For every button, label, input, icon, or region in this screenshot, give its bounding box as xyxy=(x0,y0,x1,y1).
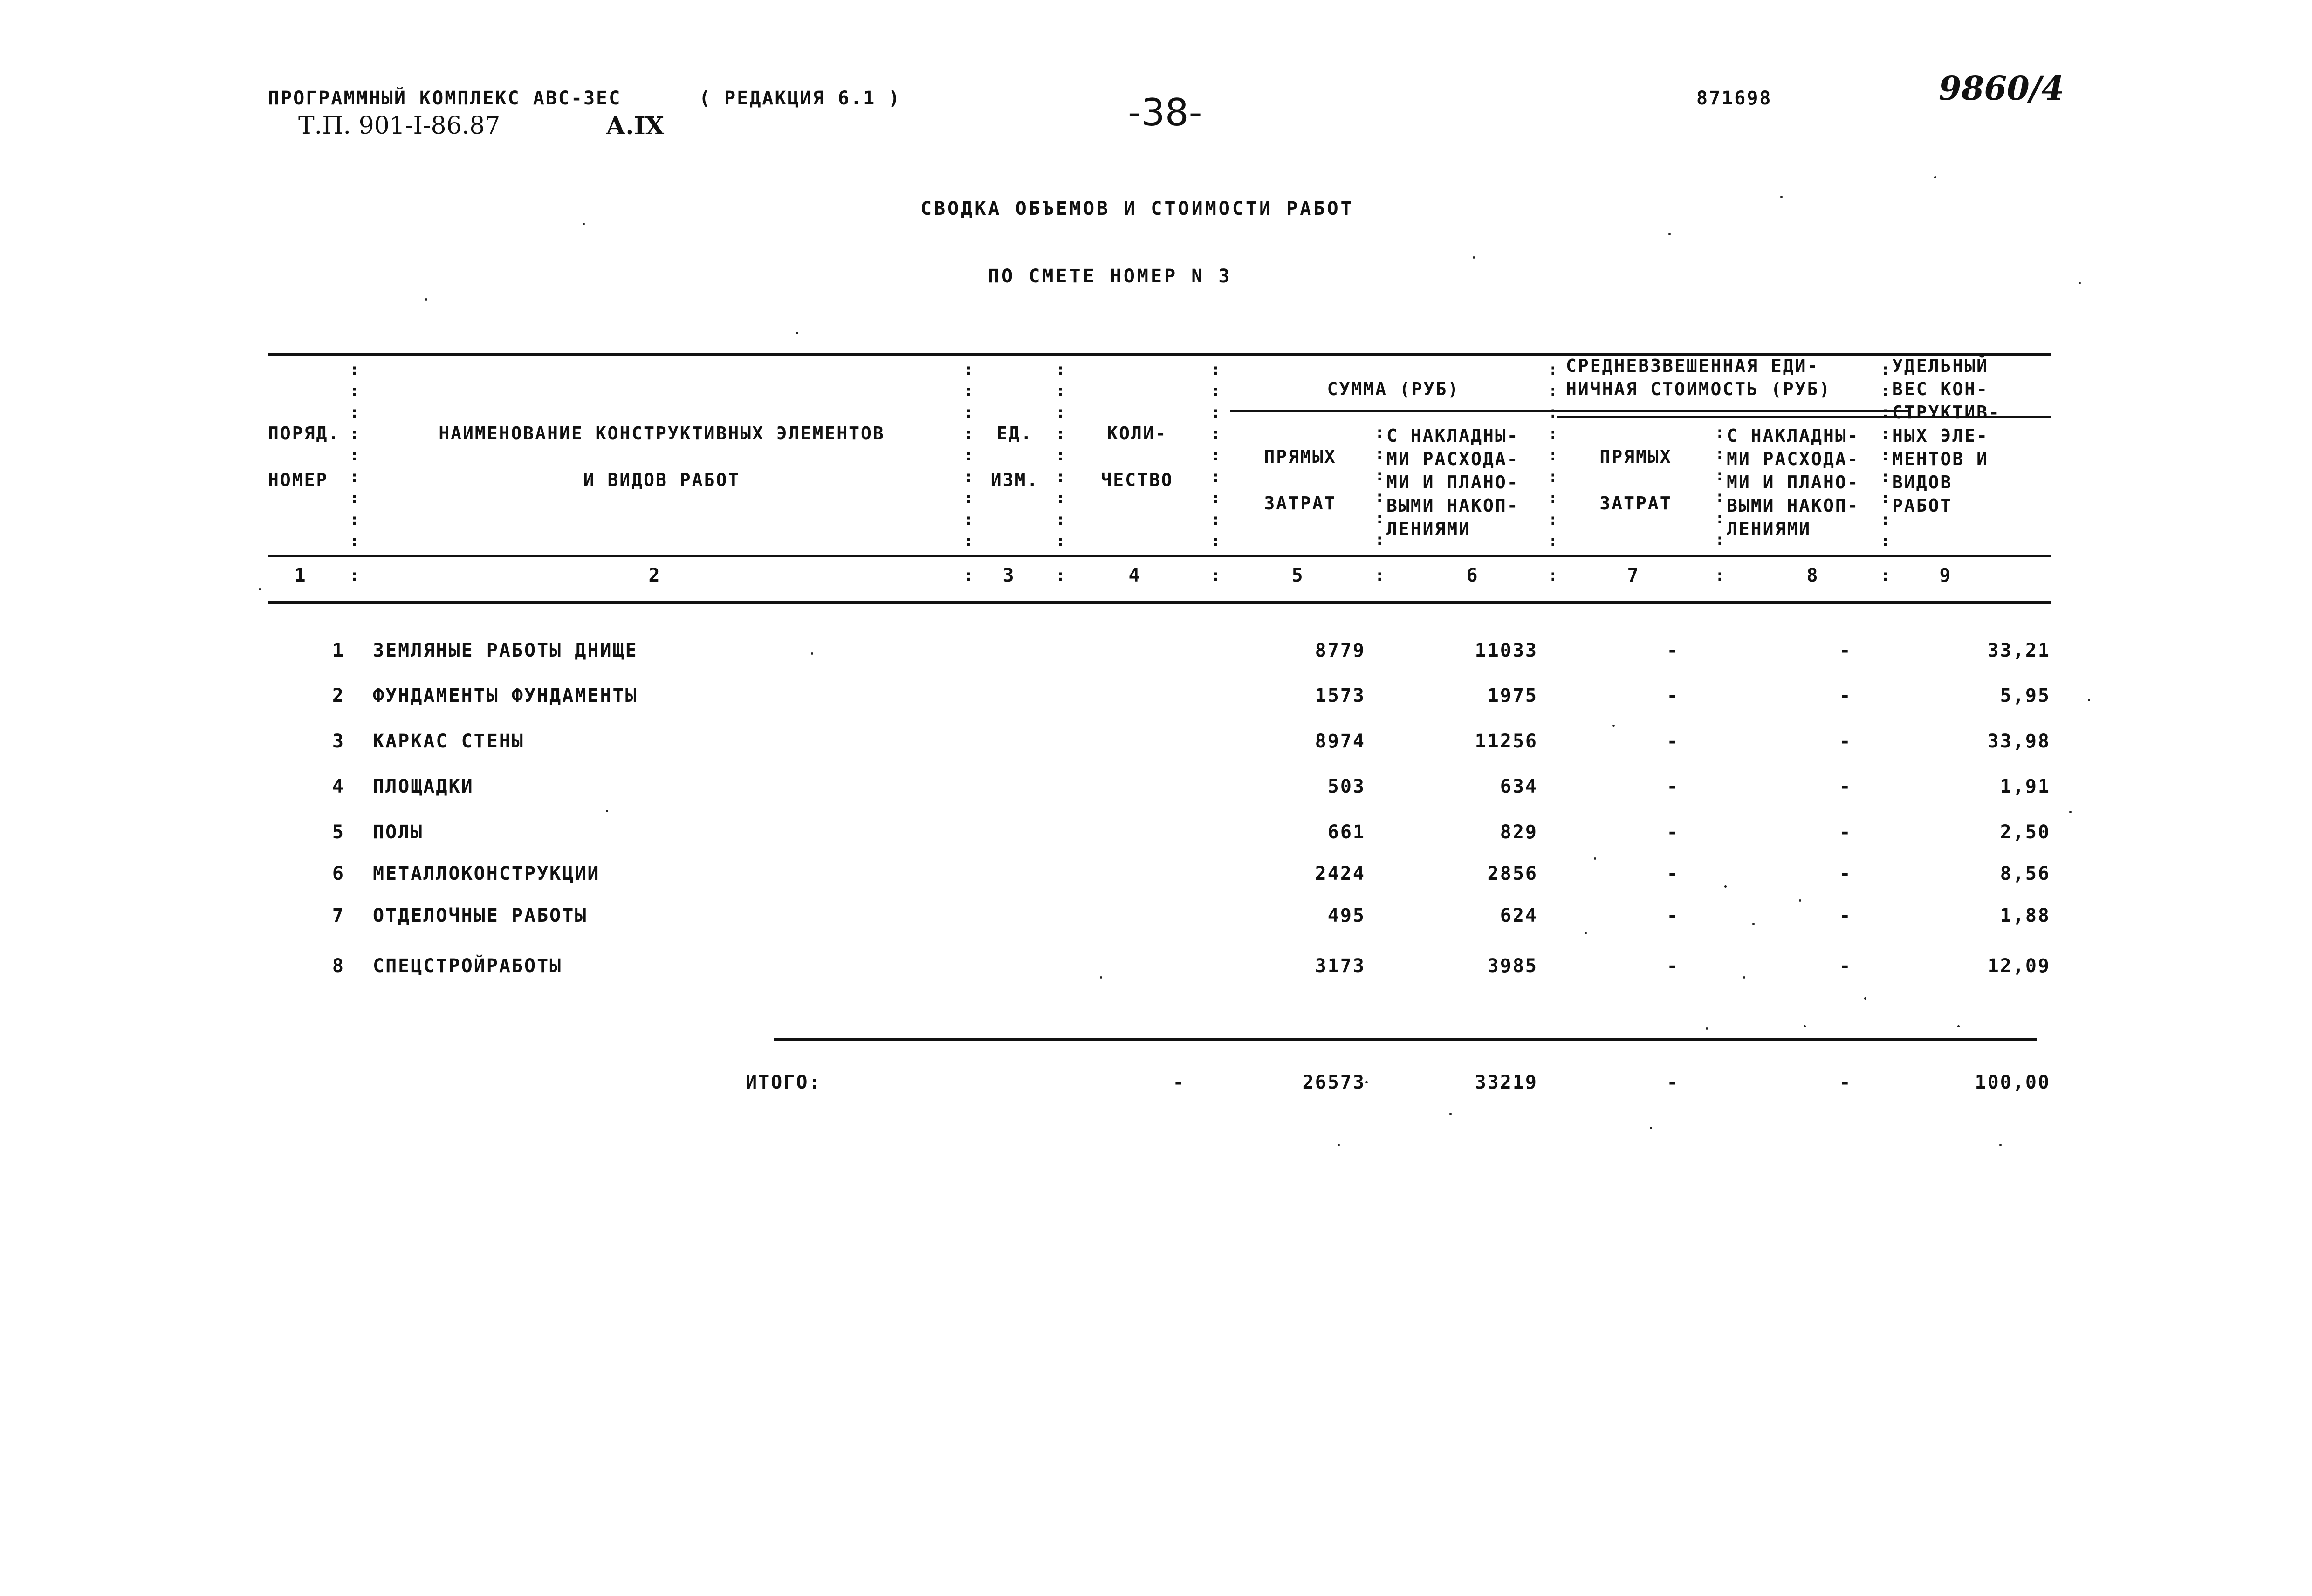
row-number: 8 xyxy=(332,955,345,977)
row-overhead: 11033 xyxy=(1475,640,1538,661)
row-avg-direct: - xyxy=(1667,955,1680,977)
row-share: 1,91 xyxy=(2000,776,2051,797)
row-name: ФУНДАМЕНТЫ ФУНДАМЕНТЫ xyxy=(373,685,638,706)
row-share: 8,56 xyxy=(2000,863,2051,884)
row-direct: 661 xyxy=(1327,822,1365,843)
header-with-overhead: С НАКЛАДНЫ- МИ РАСХОДА- МИ И ПЛАНО- ВЫМИ НАКОП- ЛЕНИЯМИ xyxy=(1386,425,1519,539)
header-unit: ЕД. ИЗМ. xyxy=(990,423,1039,490)
page-number: -38- xyxy=(1128,91,1202,134)
row-number: 6 xyxy=(332,863,345,884)
row-avg-overhead: - xyxy=(1839,822,1852,843)
header-element-name: НАИМЕНОВАНИЕ КОНСТРУКТИВНЫХ ЭЛЕМЕНТОВ И ВИДОВ РАБОТ xyxy=(439,423,885,490)
header-avg-direct-costs: ПРЯМЫХ ЗАТРАТ xyxy=(1599,446,1672,514)
row-overhead: 1975 xyxy=(1487,685,1538,706)
document-title: СВОДКА ОБЪЕМОВ И СТОИМОСТИ РАБОТ xyxy=(920,198,1354,219)
row-name: ПЛОЩАДКИ xyxy=(373,776,474,797)
row-number: 1 xyxy=(332,640,345,661)
column-number: 3 xyxy=(1002,565,1015,586)
row-avg-direct: - xyxy=(1667,731,1680,752)
row-direct: 8974 xyxy=(1315,731,1365,752)
row-name: КАРКАС СТЕНЫ xyxy=(373,731,524,752)
row-number: 3 xyxy=(332,731,345,752)
header-avg-with-overhead: С НАКЛАДНЫ- МИ РАСХОДА- МИ И ПЛАНО- ВЫМИ НАКОП- ЛЕНИЯМИ xyxy=(1727,425,1859,539)
row-name: ОТДЕЛОЧНЫЕ РАБОТЫ xyxy=(373,905,588,926)
row-number: 5 xyxy=(332,822,345,843)
row-direct: 495 xyxy=(1327,905,1365,926)
edition-label: ( РЕДАКЦИЯ 6.1 ) xyxy=(699,88,901,109)
row-avg-overhead: - xyxy=(1839,685,1852,706)
row-share: 1,88 xyxy=(2000,905,2051,926)
row-overhead: 2856 xyxy=(1487,863,1538,884)
total-avg-overhead: - xyxy=(1839,1072,1852,1093)
row-overhead: 634 xyxy=(1500,776,1538,797)
document-code: 871698 xyxy=(1696,88,1772,109)
column-number: 5 xyxy=(1291,565,1304,586)
header-bottom-rule xyxy=(268,555,2051,557)
row-avg-overhead: - xyxy=(1839,863,1852,884)
total-direct: 26573 xyxy=(1302,1072,1365,1093)
row-avg-overhead: - xyxy=(1839,955,1852,977)
row-share: 33,98 xyxy=(1987,731,2051,752)
row-share: 12,09 xyxy=(1987,955,2051,977)
row-share: 5,95 xyxy=(2000,685,2051,706)
row-name: ПОЛЫ xyxy=(373,822,424,843)
row-share: 33,21 xyxy=(1987,640,2051,661)
total-quantity: - xyxy=(1173,1072,1186,1093)
row-name: ЗЕМЛЯНЫЕ РАБОТЫ ДНИЩЕ xyxy=(373,640,638,661)
row-direct: 503 xyxy=(1327,776,1365,797)
row-avg-direct: - xyxy=(1667,822,1680,843)
row-avg-overhead: - xyxy=(1839,640,1852,661)
header-quantity: КОЛИ- ЧЕСТВО xyxy=(1101,423,1173,490)
header-order-number: ПОРЯД. НОМЕР xyxy=(268,423,341,490)
total-rule xyxy=(774,1038,2037,1041)
row-avg-direct: - xyxy=(1667,640,1680,661)
estimate-subtitle: ПО СМЕТЕ НОМЕР N 3 xyxy=(988,266,1232,287)
album-label: А.IX xyxy=(606,112,665,140)
header-sum-group: СУММА (РУБ) xyxy=(1327,379,1460,399)
row-overhead: 11256 xyxy=(1475,731,1538,752)
row-number: 7 xyxy=(332,905,345,926)
row-avg-overhead: - xyxy=(1839,731,1852,752)
column-number: 7 xyxy=(1627,565,1640,586)
header-average-group: СРЕДНЕВЗВЕШЕННАЯ ЕДИ- НИЧНАЯ СТОИМОСТЬ (РУБ) xyxy=(1566,356,1832,399)
row-direct: 3173 xyxy=(1315,955,1365,977)
column-number: 9 xyxy=(1939,565,1952,586)
row-share: 2,50 xyxy=(2000,822,2051,843)
row-number: 4 xyxy=(332,776,345,797)
header-direct-costs: ПРЯМЫХ ЗАТРАТ xyxy=(1264,446,1337,514)
row-avg-direct: - xyxy=(1667,685,1680,706)
total-avg-direct: - xyxy=(1667,1072,1680,1093)
total-overhead: 33219 xyxy=(1475,1072,1538,1093)
sum-group-rule xyxy=(1230,410,1911,412)
total-share: 100,00 xyxy=(1975,1072,2051,1093)
column-number: 1 xyxy=(294,565,307,586)
row-name: МЕТАЛЛОКОНСТРУКЦИИ xyxy=(373,863,600,884)
column-numbers-rule xyxy=(268,601,2051,604)
column-number: 4 xyxy=(1128,565,1141,586)
row-number: 2 xyxy=(332,685,345,706)
row-avg-direct: - xyxy=(1667,863,1680,884)
handwritten-reference: 9860/4 xyxy=(1939,69,2065,108)
row-avg-direct: - xyxy=(1667,905,1680,926)
row-direct: 8779 xyxy=(1315,640,1365,661)
row-name: СПЕЦСТРОЙРАБОТЫ xyxy=(373,955,563,977)
row-avg-overhead: - xyxy=(1839,905,1852,926)
column-number: 2 xyxy=(648,565,661,586)
row-overhead: 829 xyxy=(1500,822,1538,843)
row-overhead: 3985 xyxy=(1487,955,1538,977)
column-number: 6 xyxy=(1466,565,1479,586)
row-direct: 1573 xyxy=(1315,685,1365,706)
column-number: 8 xyxy=(1806,565,1819,586)
header-share: УДЕЛЬНЫЙ ВЕС КОН- СТРУКТИВ- НЫХ ЭЛЕ- МЕНТОВ И ВИДОВ РАБОТ xyxy=(1892,356,2001,516)
row-direct: 2424 xyxy=(1315,863,1365,884)
program-name: ПРОГРАММНЫЙ КОМПЛЕКС АВС-ЗЕС xyxy=(268,88,622,109)
row-avg-overhead: - xyxy=(1839,776,1852,797)
total-label: ИТОГО: xyxy=(746,1072,822,1093)
row-overhead: 624 xyxy=(1500,905,1538,926)
doc-code: Т.П. 901-I-86.87 xyxy=(298,112,501,140)
row-avg-direct: - xyxy=(1667,776,1680,797)
